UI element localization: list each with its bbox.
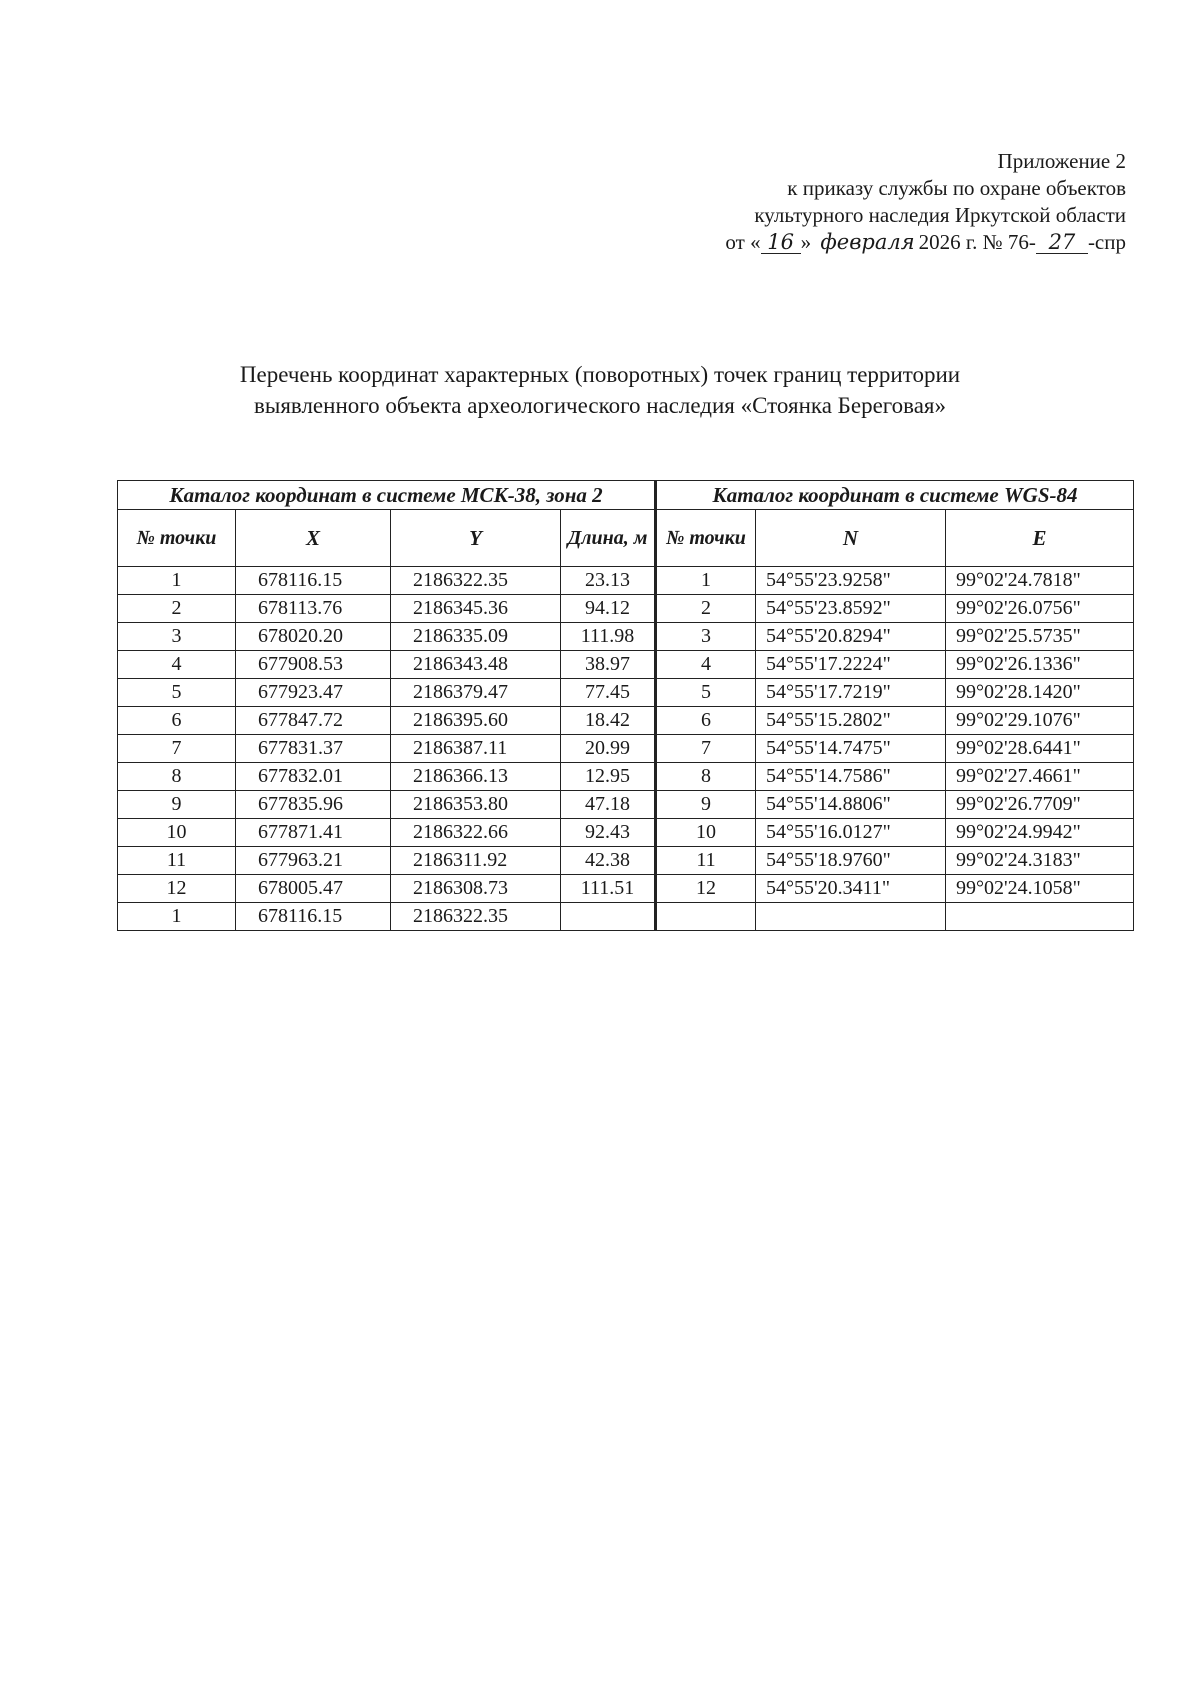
cell-x: 678116.15: [236, 567, 391, 595]
cell-y: 2186308.73: [391, 875, 561, 903]
cell-e: 99°02'24.1058": [946, 875, 1134, 903]
cell-x: 678005.47: [236, 875, 391, 903]
cell-n: 54°55'20.8294": [756, 623, 946, 651]
cell-e: 99°02'24.3183": [946, 847, 1134, 875]
cell-y: 2186322.35: [391, 567, 561, 595]
col-y: Y: [391, 510, 561, 567]
cell-point-number-wgs: 6: [656, 707, 756, 735]
cell-x: 677835.96: [236, 791, 391, 819]
col-n: N: [756, 510, 946, 567]
cell-x: 677847.72: [236, 707, 391, 735]
title-line-2: выявленного объекта археологического наследия «Стоянка Береговая»: [254, 393, 946, 418]
handwritten-order-number: 27: [1036, 231, 1088, 254]
cell-point-number-wgs: 9: [656, 791, 756, 819]
cell-n: 54°55'20.3411": [756, 875, 946, 903]
cell-n: 54°55'18.9760": [756, 847, 946, 875]
cell-point-number: 3: [118, 623, 236, 651]
cell-point-number-wgs: 1: [656, 567, 756, 595]
cell-n: [756, 903, 946, 931]
cell-y: 2186345.36: [391, 595, 561, 623]
cell-n: 54°55'14.8806": [756, 791, 946, 819]
cell-y: 2186395.60: [391, 707, 561, 735]
date-prefix: от «: [725, 230, 761, 254]
cell-x: 678116.15: [236, 903, 391, 931]
table-row: [118, 903, 1134, 931]
cell-y: 2186366.13: [391, 763, 561, 791]
cell-e: [946, 903, 1134, 931]
cell-x: 677831.37: [236, 735, 391, 763]
cell-e: 99°02'25.5735": [946, 623, 1134, 651]
cell-x: 677923.47: [236, 679, 391, 707]
cell-length: 111.51: [561, 875, 656, 903]
cell-point-number-wgs: 11: [656, 847, 756, 875]
cell-x: 678020.20: [236, 623, 391, 651]
cell-x: 677908.53: [236, 651, 391, 679]
table-row: [118, 875, 1134, 903]
title-line-1: Перечень координат характерных (поворотных) точек границ территории: [239, 362, 961, 387]
cell-length: 20.99: [561, 735, 656, 763]
cell-length: 38.97: [561, 651, 656, 679]
section-header-row: [118, 481, 1134, 510]
cell-e: 99°02'26.1336": [946, 651, 1134, 679]
table-row: [118, 623, 1134, 651]
appendix-header: [725, 148, 1126, 256]
cell-y: 2186311.92: [391, 847, 561, 875]
cell-n: 54°55'14.7586": [756, 763, 946, 791]
cell-length: 23.13: [561, 567, 656, 595]
handwritten-day: 16: [761, 231, 801, 254]
cell-point-number: 4: [118, 651, 236, 679]
cell-n: 54°55'23.9258": [756, 567, 946, 595]
cell-point-number-wgs: 5: [656, 679, 756, 707]
table-row: [118, 791, 1134, 819]
handwritten-month: февраля: [820, 230, 915, 254]
order-suffix: -спр: [1087, 230, 1126, 254]
table-row: [118, 595, 1134, 623]
cell-e: 99°02'24.7818": [946, 567, 1134, 595]
cell-y: 2186387.11: [391, 735, 561, 763]
table-row: [118, 679, 1134, 707]
cell-point-number: 10: [118, 819, 236, 847]
cell-x: 678113.76: [236, 595, 391, 623]
msk38-catalog-header: Каталог координат в системе МСК-38, зона 2: [118, 481, 656, 510]
cell-n: 54°55'17.2224": [756, 651, 946, 679]
table-row: [118, 567, 1134, 595]
cell-length: 92.43: [561, 819, 656, 847]
cell-length: 42.38: [561, 847, 656, 875]
col-length: Длина, м: [561, 510, 656, 567]
appendix-date-line: [725, 229, 1126, 256]
cell-y: 2186379.47: [391, 679, 561, 707]
cell-length: 111.98: [561, 623, 656, 651]
document-title: [0, 359, 1200, 421]
table-row: [118, 847, 1134, 875]
appendix-order-ref: к приказу службы по охране объектов: [787, 176, 1126, 200]
date-mid: »: [800, 230, 817, 254]
cell-e: 99°02'24.9942": [946, 819, 1134, 847]
cell-point-number: 2: [118, 595, 236, 623]
appendix-number: Приложение 2: [997, 149, 1126, 173]
cell-e: 99°02'29.1076": [946, 707, 1134, 735]
cell-e: 99°02'28.6441": [946, 735, 1134, 763]
cell-n: 54°55'17.7219": [756, 679, 946, 707]
table-row: [118, 651, 1134, 679]
cell-point-number: 12: [118, 875, 236, 903]
cell-length: 77.45: [561, 679, 656, 707]
cell-y: 2186322.66: [391, 819, 561, 847]
appendix-authority: культурного наследия Иркутской области: [754, 203, 1126, 227]
cell-point-number: 11: [118, 847, 236, 875]
cell-e: 99°02'26.0756": [946, 595, 1134, 623]
cell-e: 99°02'28.1420": [946, 679, 1134, 707]
cell-x: 677832.01: [236, 763, 391, 791]
cell-point-number: 6: [118, 707, 236, 735]
cell-point-number: 7: [118, 735, 236, 763]
cell-length: 94.12: [561, 595, 656, 623]
wgs84-catalog-header: Каталог координат в системе WGS-84: [656, 481, 1134, 510]
cell-n: 54°55'15.2802": [756, 707, 946, 735]
cell-point-number: 1: [118, 903, 236, 931]
cell-n: 54°55'14.7475": [756, 735, 946, 763]
cell-y: 2186353.80: [391, 791, 561, 819]
cell-point-number-wgs: 8: [656, 763, 756, 791]
cell-length: 12.95: [561, 763, 656, 791]
column-header-row: [118, 510, 1134, 567]
cell-point-number-wgs: 12: [656, 875, 756, 903]
cell-point-number: 9: [118, 791, 236, 819]
cell-point-number-wgs: [656, 903, 756, 931]
coordinates-table: [117, 480, 1134, 931]
cell-length: 47.18: [561, 791, 656, 819]
cell-length: 18.42: [561, 707, 656, 735]
table-row: [118, 763, 1134, 791]
cell-point-number: 1: [118, 567, 236, 595]
table-row: [118, 707, 1134, 735]
cell-point-number-wgs: 4: [656, 651, 756, 679]
cell-point-number-wgs: 7: [656, 735, 756, 763]
col-point-number-wgs: № точки: [656, 510, 756, 567]
cell-e: 99°02'27.4661": [946, 763, 1134, 791]
cell-point-number: 5: [118, 679, 236, 707]
col-point-number: № точки: [118, 510, 236, 567]
col-e: E: [946, 510, 1134, 567]
cell-point-number-wgs: 10: [656, 819, 756, 847]
cell-length: [561, 903, 656, 931]
cell-y: 2186335.09: [391, 623, 561, 651]
table-row: [118, 735, 1134, 763]
cell-point-number-wgs: 3: [656, 623, 756, 651]
cell-n: 54°55'23.8592": [756, 595, 946, 623]
table-row: [118, 819, 1134, 847]
cell-y: 2186343.48: [391, 651, 561, 679]
col-x: X: [236, 510, 391, 567]
cell-x: 677963.21: [236, 847, 391, 875]
cell-x: 677871.41: [236, 819, 391, 847]
cell-point-number-wgs: 2: [656, 595, 756, 623]
cell-point-number: 8: [118, 763, 236, 791]
cell-e: 99°02'26.7709": [946, 791, 1134, 819]
date-rest: 2026 г. № 76-: [918, 230, 1036, 254]
cell-n: 54°55'16.0127": [756, 819, 946, 847]
cell-y: 2186322.35: [391, 903, 561, 931]
